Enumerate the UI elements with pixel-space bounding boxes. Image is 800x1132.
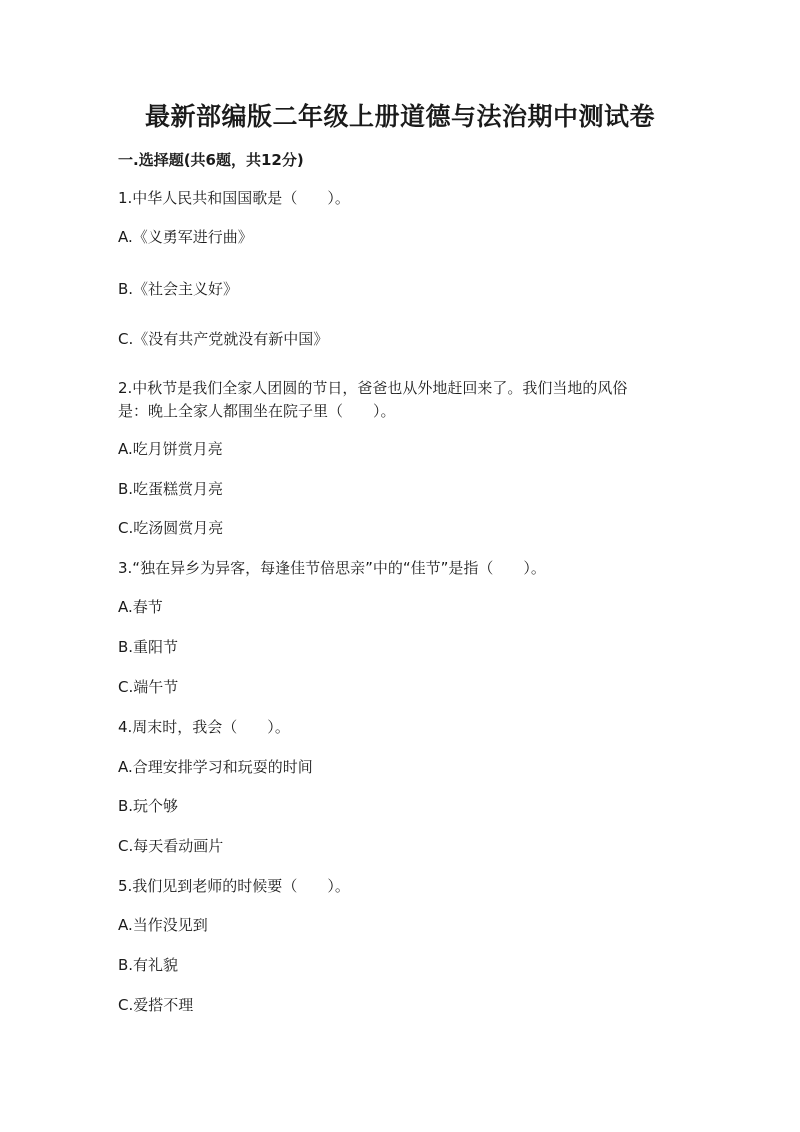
question-2-option-a: A.吃月饼赏月亮 xyxy=(118,440,223,458)
section-heading: 一.选择题(共6题，共12分) xyxy=(118,151,304,169)
page-title: 最新部编版二年级上册道德与法治期中测试卷 xyxy=(144,102,655,131)
question-1-option-c: C.《没有共产党就没有新中国》 xyxy=(118,330,329,348)
question-1-option-a: A.《义勇军进行曲》 xyxy=(118,228,253,246)
question-3-option-b: B.重阳节 xyxy=(118,638,179,656)
question-5-option-c: C.爱搭不理 xyxy=(118,996,194,1014)
question-3-stem: 3.“独在异乡为异客，每逢佳节倍思亲”中的“佳节”是指（ ）。 xyxy=(118,559,546,577)
question-4-option-c: C.每天看动画片 xyxy=(118,837,224,855)
question-2-stem-line-1: 2.中秋节是我们全家人团圆的节日，爸爸也从外地赶回来了。我们当地的风俗 xyxy=(118,379,628,397)
question-5-option-a: A.当作没见到 xyxy=(118,916,208,934)
question-3-option-c: C.端午节 xyxy=(118,678,179,696)
question-4-option-a: A.合理安排学习和玩耍的时间 xyxy=(118,758,313,776)
question-2-option-b: B.吃蛋糕赏月亮 xyxy=(118,480,224,498)
question-4-stem: 4.周末时，我会（ ）。 xyxy=(118,718,290,736)
question-5-stem: 5.我们见到老师的时候要（ ）。 xyxy=(118,877,350,895)
question-4-option-b: B.玩个够 xyxy=(118,797,179,815)
question-2-option-c: C.吃汤圆赏月亮 xyxy=(118,519,224,537)
question-1-option-b: B.《社会主义好》 xyxy=(118,280,239,298)
question-3-option-a: A.春节 xyxy=(118,598,163,616)
question-2-stem-line-2: 是：晚上全家人都围坐在院子里（ ）。 xyxy=(118,402,396,420)
question-5-option-b: B.有礼貌 xyxy=(118,956,179,974)
question-1-stem: 1.中华人民共和国国歌是（ ）。 xyxy=(118,189,350,207)
